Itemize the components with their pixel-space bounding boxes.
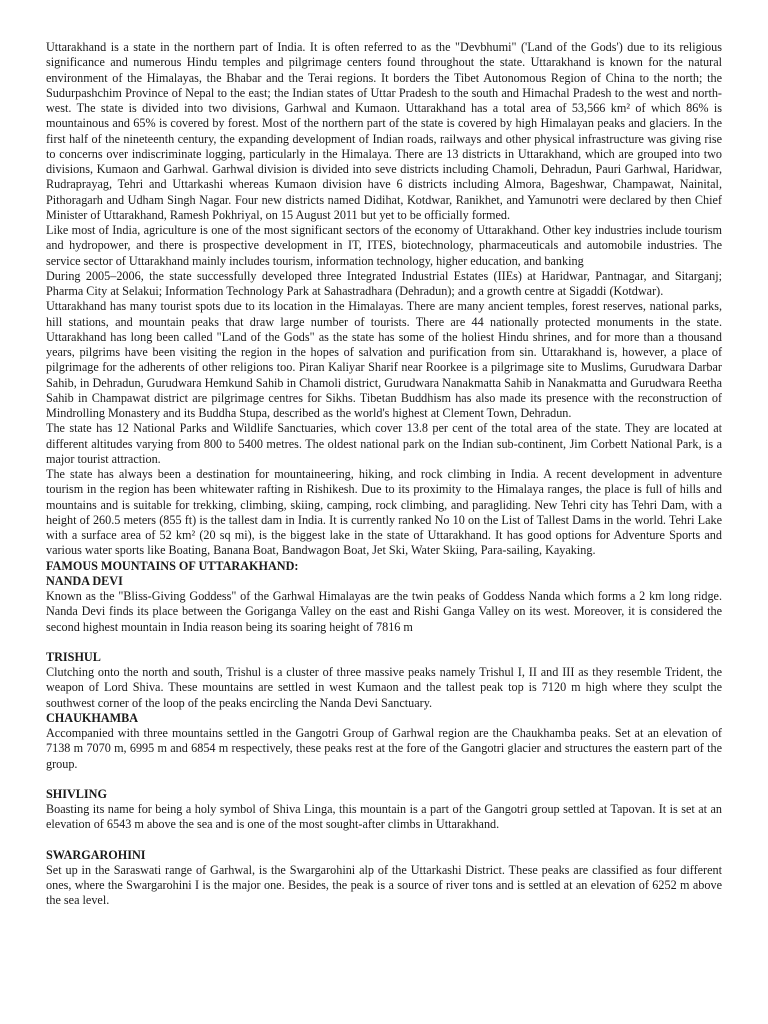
mountain-text-swargarohini: Set up in the Saraswati range of Garhwal, is the Swargarohini alp of the Uttarkashi District. These peaks are classified as four different ones, where the Swargarohini I is the major one. Besides, the peak is a source of river tons and is settled at an elevation of 6252 m above the sea level. <box>46 862 722 908</box>
mountain-heading-swargarohini: SWARGAROHINI <box>46 847 146 862</box>
section-title: FAMOUS MOUNTAINS OF UTTARAKHAND: <box>46 558 299 573</box>
mountain-heading-chaukhamba: CHAUKHAMBA <box>46 710 139 725</box>
mountain-text-trishul: Clutching onto the north and south, Trishul is a cluster of three massive peaks namely Trishul I, II and III as they resemble Trident, the weapon of Lord Shiva. These mountains are settled in west Kumaon and the tallest peak top is 7120 m high where they sculpt the southwest corner of the loop of the peaks encircling the Nanda Devi Sanctuary. <box>46 665 722 710</box>
paragraph-adventure: The state has always been a destination for mountaineering, hiking, and rock climbing in India. A recent development in adventure tourism in the region has been whitewater rafting in Rishikesh. Due to its proximity to the Himalaya ranges, the place is full of hills and mountains and is suitable for trekking, climbing, skiing, camping, rock climbing, and paragliding. New Tehri city has Tehri Dam, with a height of 260.5 meters (855 ft) is the tallest dam in India. It is currently ranked No 10 on the List of Tallest Dams in the world. Tehri Lake with a surface area of 52 km² (20 sq mi), is the biggest lake in the state of Uttarakhand. It has good options for Adventure Sports and various water sports like Boating, Banana Boat, Bandwagon Boat, Jet Ski, Water Skiing, Para-sailing, Kayaking. <box>46 467 722 558</box>
paragraph-industrial-estates: During 2005–2006, the state successfully developed three Integrated Industrial Estates (IIEs) at Haridwar, Pantnagar, and Sitarganj; Pharma City at Selakui; Information Technology Park at Sahastradhara (Dehradun); and a growth centre at Sigaddi (Kotdwar). <box>46 268 722 298</box>
mountain-text-chaukhamba: Accompanied with three mountains settled in the Gangotri Group of Garhwal region are the Chaukhamba peaks. Set at an elevation of 7138 m 7070 m, 6995 m and 6854 m respectively, these peaks rest at the fore of the Gangotri glacier and structures the eastern part of the group. <box>46 726 722 771</box>
mountain-heading-shivling: SHIVLING <box>46 786 107 801</box>
paragraph-national-parks: The state has 12 National Parks and Wildlife Sanctuaries, which cover 13.8 per cent of the total area of the state. They are located at different altitudes varying from 800 to 5400 metres. The oldest national park on the Indian sub-continent, Jim Corbett National Park, is a major tourist attraction. <box>46 421 722 466</box>
paragraph-tourism: Uttarakhand has many tourist spots due to its location in the Himalayas. There are many ancient temples, forest reserves, national parks, hill stations, and mountain peaks that draw large number of tourists. There are 44 nationally protected monuments in the state. Uttarakhand has long been called "Land of the Gods" as the state has some of the holiest Hindu shrines, and for more than a thousand years, pilgrims have been visiting the region in the hopes of salvation and purification from sin. Uttarakhand is, however, a place of pilgrimage for the adherents of other religions too. Piran Kaliyar Sharif near Roorkee is a pilgrimage site to Muslims, Gurudwara Darbar Sahib, in Dehradun, Gurudwara Hemkund Sahib in Chamoli district, Gurudwara Nanakmatta Sahib in Nanakmatta and Gurudwara Reetha Sahib in Champawat district are pilgrimage centres for Sikhs. Tibetan Buddhism has also made its presence with the reconstruction of Mindrolling Monastery and its Buddha Stupa, described as the world's highest at Clement Town, Dehradun. <box>46 299 722 420</box>
mountain-heading-nanda-devi: NANDA DEVI <box>46 573 123 588</box>
spacer <box>46 635 722 650</box>
document-page <box>46 40 722 909</box>
mountain-heading-trishul: TRISHUL <box>46 649 101 664</box>
mountain-text-nanda-devi: Known as the "Bliss-Giving Goddess" of the Garhwal Himalayas are the twin peaks of Goddess Nanda which forms a 2 km long ridge. Nanda Devi finds its place between the Goriganga Valley on the east and Rishi Ganga Valley on its west. Moreover, it is considered the second highest mountain in India reason being its soaring height of 7816 m <box>46 589 722 634</box>
paragraph-overview: Uttarakhand is a state in the northern part of India. It is often referred to as the "Devbhumi" ('Land of the Gods') due to its religious significance and numerous Hindu temples and pilgrimage centers found throughout the state. Uttarakhand is known for the natural environment of the Himalayas, the Bhabar and the Terai regions. It borders the Tibet Autonomous Region of China to the north; the Sudurpashchim Province of Nepal to the east; the Indian states of Uttar Pradesh to the south and Himachal Pradesh to the west and north-west. The state is divided into two divisions, Garhwal and Kumaon. Uttarakhand has a total area of 53,566 km² of which 86% is mountainous and 65% is covered by forest. Most of the northern part of the state is covered by high Himalayan peaks and glaciers. In the first half of the nineteenth century, the expanding development of Indian roads, railways and other physical infrastructure was giving rise to concerns over indiscriminate logging, particularly in the Himalaya. There are 13 districts in Uttarakhand, which are grouped into two divisions, Kumaon and Garhwal. Garhwal division is divided into seve districts including Chamoli, Dehradun, Pauri Garhwal, Haridwar, Rudraprayag, Tehri and Uttarkashi whereas Kumaon division have 6 districts including Almora, Bageshwar, Champawat, Nainital, Pithoragarh and Udham Singh Nagar. Four new districts named Didihat, Kotdwar, Ranikhet, and Yamunotri were declared by then Chief Minister of Uttarakhand, Ramesh Pokhriyal, on 15 August 2011 but yet to be officially formed. <box>46 40 722 222</box>
mountain-text-shivling: Boasting its name for being a holy symbol of Shiva Linga, this mountain is a part of the Gangotri group settled at Tapovan. It is set at an elevation of 6543 m above the sea and is one of the most sought-after climbs in Uttarakhand. <box>46 802 722 832</box>
paragraph-economy: Like most of India, agriculture is one of the most significant sectors of the economy of Uttarakhand. Other key industries include tourism and hydropower, and there is prospective development in IT, ITES, biotechnology, pharmaceuticals and automobile industries. The service sector of Uttarakhand mainly includes tourism, information technology, higher education, and banking <box>46 223 722 268</box>
spacer <box>46 833 722 848</box>
spacer <box>46 772 722 787</box>
